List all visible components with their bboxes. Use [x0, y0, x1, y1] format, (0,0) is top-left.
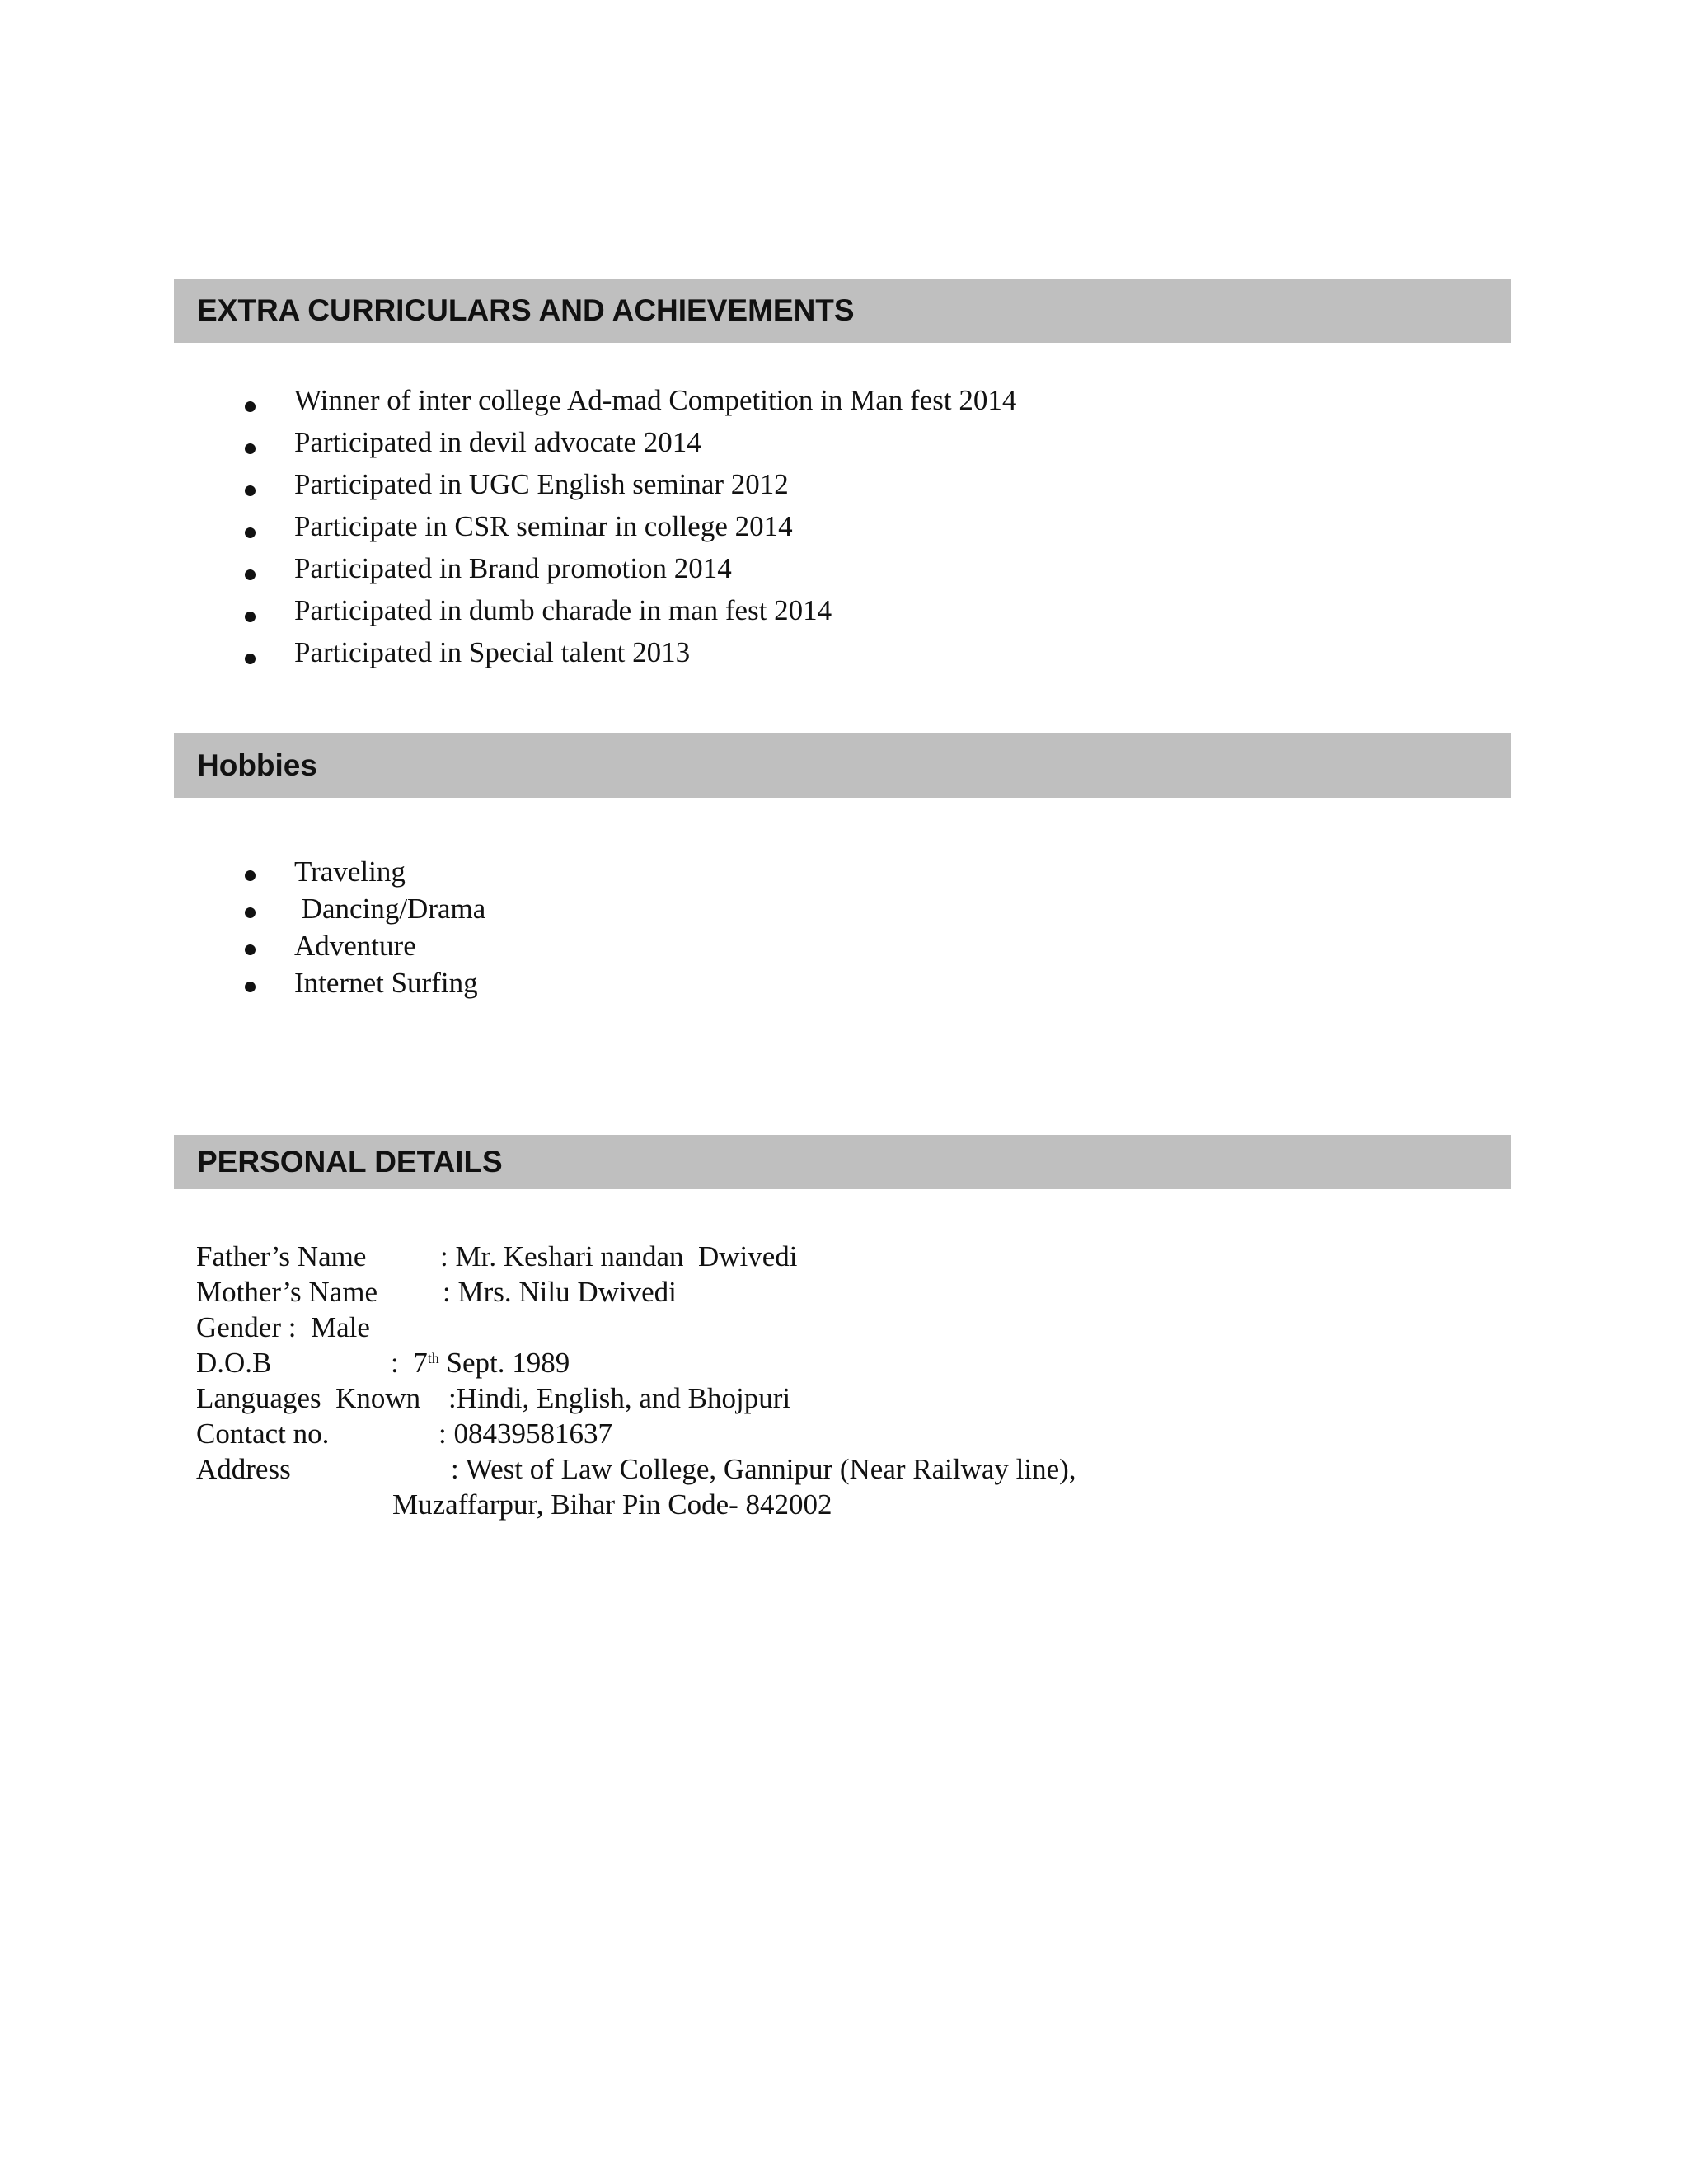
- extra-curriculars-header: [174, 279, 1511, 343]
- bullet-icon: [245, 527, 256, 538]
- extra-curriculars-title: EXTRA CURRICULARS AND ACHIEVEMENTS: [197, 293, 855, 327]
- father-label: Father’s Name: [196, 1240, 367, 1272]
- bullet-icon: [245, 401, 256, 412]
- bullet-icon: [245, 944, 256, 955]
- contact-label: Contact no.: [196, 1418, 330, 1450]
- address-label: Address: [196, 1453, 291, 1485]
- mother-value: : Mrs. Nilu Dwivedi: [443, 1276, 677, 1308]
- bullet-icon: [245, 485, 256, 496]
- contact-value: : 08439581637: [438, 1418, 612, 1450]
- dob-value: [391, 1347, 570, 1380]
- bullet-icon: [245, 443, 256, 454]
- personal-details-header: [174, 1135, 1511, 1189]
- languages-value: :Hindi, English, and Bhojpuri: [448, 1382, 791, 1414]
- bullet-icon: [245, 654, 256, 664]
- father-value: : Mr. Keshari nandan Dwivedi: [440, 1240, 798, 1272]
- hobbies-title: Hobbies: [197, 748, 317, 782]
- address-line1: : West of Law College, Gannipur (Near Railway line),: [451, 1453, 1076, 1485]
- personal-details-title: PERSONAL DETAILS: [197, 1145, 503, 1179]
- bullet-icon: [245, 907, 256, 918]
- dob-suffix: Sept. 1989: [438, 1347, 570, 1379]
- dob-label: D.O.B: [196, 1347, 272, 1379]
- hobbies-header: [174, 733, 1511, 798]
- languages-label: Languages Known: [196, 1382, 421, 1414]
- bullet-icon: [245, 982, 256, 992]
- address-line2: Muzaffarpur, Bihar Pin Code- 842002: [392, 1488, 832, 1521]
- dob-ordinal: th: [427, 1350, 439, 1366]
- bullet-icon: [245, 612, 256, 622]
- bullet-icon: [245, 569, 256, 580]
- dob-prefix: : 7: [391, 1347, 428, 1379]
- gender-text: Gender : Male: [196, 1311, 370, 1343]
- mother-label: Mother’s Name: [196, 1276, 377, 1308]
- bullet-icon: [245, 870, 256, 881]
